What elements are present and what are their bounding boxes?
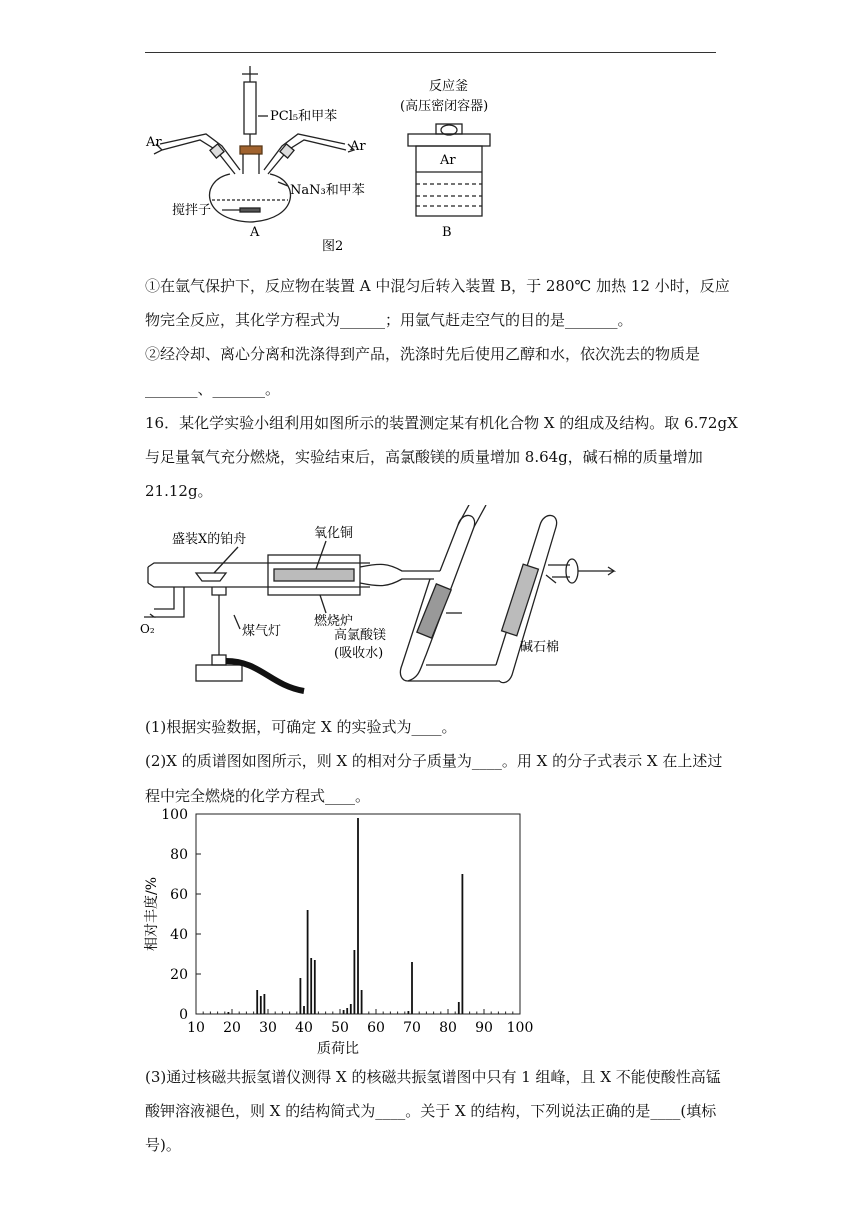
chart-xlabel: 质荷比 xyxy=(317,1041,359,1057)
label-o2: O₂ xyxy=(140,622,155,636)
x-tick-label: 70 xyxy=(403,1020,421,1036)
label-furnace: 燃烧炉 xyxy=(314,614,354,629)
figure2-caption: 图2 xyxy=(322,239,344,254)
label-pcl5: PCl₅和甲苯 xyxy=(270,109,338,124)
x-tick-label: 100 xyxy=(506,1020,534,1036)
combustion-apparatus xyxy=(140,505,660,705)
q16-sub3-line2: 酸钾溶液褪色，则 X 的结构简式为____。关于 X 的结构，下列说法正确的是____(填标 xyxy=(145,1102,717,1120)
stopper xyxy=(240,146,262,154)
q15-p2-line2: _______、_______。 xyxy=(145,380,281,398)
cuo-packing xyxy=(274,569,354,581)
label-boat: 盛装X的铂舟 xyxy=(172,532,247,547)
y-tick-label: 60 xyxy=(170,887,188,903)
x-tick-label: 50 xyxy=(331,1020,349,1036)
label-mgclo4-note: (吸收水) xyxy=(334,646,384,661)
label-cuo: 氧化铜 xyxy=(314,526,354,541)
y-tick-label: 40 xyxy=(170,927,188,943)
label-ar-right: Ar xyxy=(350,139,366,154)
q16-sub3-line1: (3)通过核磁共振氢谱仪测得 X 的核磁共振氢谱图中只有 1 组峰，且 X 不能使酸性高锰 xyxy=(145,1068,721,1086)
y-tick-label: 80 xyxy=(170,847,188,863)
x-tick-label: 40 xyxy=(295,1020,313,1036)
x-tick-label: 90 xyxy=(475,1020,493,1036)
x-tick-label: 10 xyxy=(187,1020,205,1036)
q16-sub2-line1: (2)X 的质谱图如图所示，则 X 的相对分子质量为____。用 X 的分子式表示 X 在上述过 xyxy=(145,752,723,770)
q16-intro-line3: 21.12g。 xyxy=(145,482,213,500)
reactor-ar: Ar xyxy=(440,153,456,168)
label-stirrer: 搅拌子 xyxy=(172,203,212,218)
figure2 xyxy=(140,62,520,262)
q15-p2-line1: ②经冷却、离心分离和洗涤得到产品，洗涤时先后使用乙醇和水，依次洗去的物质是 xyxy=(145,345,701,363)
reactor-title1: 反应釜 xyxy=(429,79,469,94)
y-tick-label: 20 xyxy=(170,967,188,983)
q16-intro-line2: 与足量氧气充分燃烧，实验结束后，高氯酸镁的质量增加 8.64g，碱石棉的质量增加 xyxy=(145,448,703,466)
y-tick-label: 0 xyxy=(179,1007,188,1023)
q16-sub3-line3: 号)。 xyxy=(145,1136,181,1154)
x-tick-label: 30 xyxy=(259,1020,277,1036)
q15-p1-line1: ①在氩气保护下，反应物在装置 A 中混匀后转入装置 B，于 280℃ 加热 12 小时，反应 xyxy=(145,277,730,295)
ascarite-packing xyxy=(502,564,539,636)
x-tick-label: 80 xyxy=(439,1020,457,1036)
q16-sub1: (1)根据实验数据，可确定 X 的实验式为____。 xyxy=(145,718,457,736)
reactor-title2: (高压密闭容器) xyxy=(400,99,489,114)
y-tick-label: 100 xyxy=(161,808,188,823)
x-tick-label: 60 xyxy=(367,1020,385,1036)
label-mgclo4: 高氯酸镁 xyxy=(334,628,387,643)
label-a: A xyxy=(250,225,260,240)
platinum-boat xyxy=(196,573,226,581)
label-nan3: NaN₃和甲苯 xyxy=(290,183,365,198)
label-ar-left: Ar xyxy=(146,135,162,150)
label-ascarite: 碱石棉 xyxy=(520,640,560,655)
burner-base xyxy=(196,665,242,681)
x-tick-label: 20 xyxy=(223,1020,241,1036)
q16-sub2-line2: 程中完全燃烧的化学方程式____。 xyxy=(145,787,371,805)
label-b: B xyxy=(442,225,452,240)
q16-intro-line1: 16．某化学实验小组利用如图所示的装置测定某有机化合物 X 的组成及结构。取 6.72gX xyxy=(145,414,738,432)
chart-ylabel: 相对丰度/% xyxy=(144,876,160,952)
q15-p1-line2: 物完全反应，其化学方程式为______；用氩气赶走空气的目的是_______。 xyxy=(145,311,633,329)
syringe-barrel xyxy=(244,82,256,134)
mass-spectrum-chart xyxy=(140,808,540,1058)
flask xyxy=(210,174,291,222)
mgclo4-packing xyxy=(417,584,451,638)
label-burner: 煤气灯 xyxy=(242,624,282,639)
top-rule xyxy=(145,52,716,53)
